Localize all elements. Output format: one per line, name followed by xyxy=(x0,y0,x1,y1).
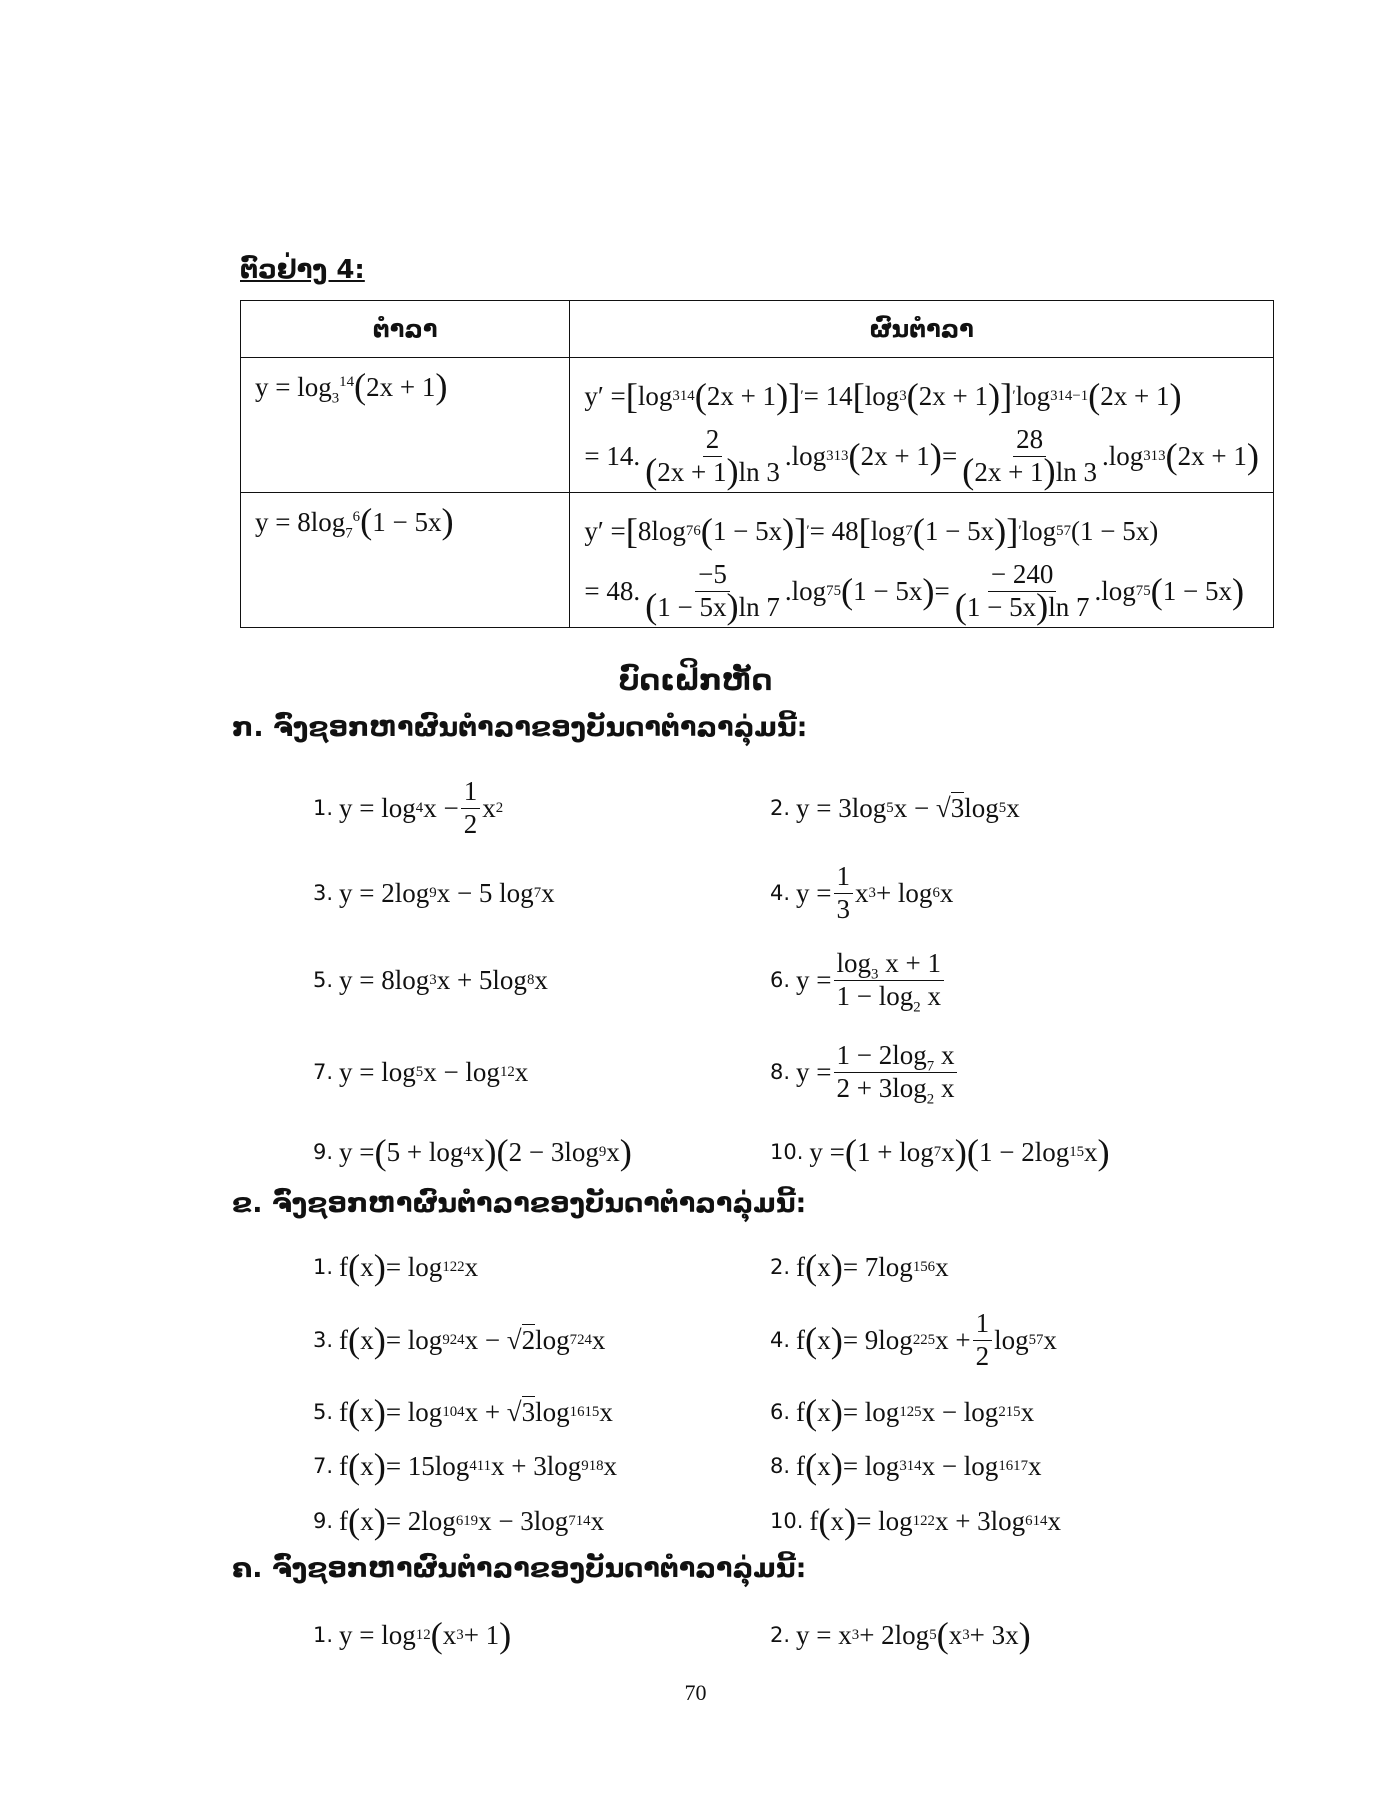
page-number: 70 xyxy=(684,1680,707,1705)
exercise-number: 8. xyxy=(770,1060,791,1084)
exercise-b-7: 7. f ( x ) = 15log 4 11 x + 3log 9 18 x xyxy=(313,1446,618,1486)
exercise-b-10: 10. f ( x ) = log 12 2 x + 3log 6 14 x xyxy=(770,1501,1061,1541)
exercise-number: 5. xyxy=(313,1400,334,1424)
exercise-number: 2. xyxy=(770,796,791,820)
exercise-a-6: 6. y = $\frac{\log_3 x + 1}{1 - \log_2 x}$ xyxy=(770,950,946,1010)
derivative-line: y′ = [ log 3 14 ( 2x + 1 ) ] ′ = 14 [ log 3 ( 2x + 1 ) ] ′ log 3 14−1 ( 2x + 1 ) xyxy=(584,376,1182,416)
exercise-b-3: 3. f ( x ) = log 9 24 x − √ 2 log 72 4 x xyxy=(313,1320,606,1360)
exercise-b-5: 5. f ( x ) = log 10 4 x + √ 3 log 16 15 x xyxy=(313,1392,613,1432)
exercise-number: 1. xyxy=(313,796,334,820)
exercise-number: 9. xyxy=(313,1509,334,1533)
section-heading-c: ຄ. ຈົ່ງຊອກຫາຜົນຕຳລາຂອງບັນດາຕຳລາລຸ່ມນີ້: xyxy=(232,1553,807,1584)
exercise-a-1: 1. y = log 4 x − $\frac{1}{2}$ x 2 xyxy=(313,776,504,839)
exercise-number: 7. xyxy=(313,1060,334,1084)
derivative-line: = 14. $\frac{2}{(2x + 1)\ln 3}$ .log 3 13 ( 2x + 1 ) = $\frac{28}{(2x + 1)\ln 3}$ .log 3 13 ( 2x + 1 ) xyxy=(584,424,1259,491)
example-table xyxy=(240,300,1274,628)
exercise-number: 3. xyxy=(313,881,334,905)
exercise-b-9: 9. f ( x ) = 2log 6 19 x − 3log 7 14 x xyxy=(313,1501,605,1541)
exercise-number: 3. xyxy=(313,1328,334,1352)
derivative-line: = 48. $\frac{-5}{(1 - 5x)\ln 7}$ .log 7 5 ( 1 − 5x ) = $\frac{- 240}{(1 - 5x)\ln 7}$ .log 7 5 ( 1 − 5x ) xyxy=(584,559,1245,626)
exercise-number: 5. xyxy=(313,968,334,992)
exercise-c-1: 1. y = log 12 ( x 3 + 1 ) xyxy=(313,1615,512,1655)
exercise-number: 6. xyxy=(770,968,791,992)
function-cell: $y = \log_3^{14}(2x + 1)$ xyxy=(241,358,570,493)
exercise-number: 10. xyxy=(770,1509,804,1533)
table-row xyxy=(241,493,1274,628)
exercise-a-8: 8. y = $\frac{1 - 2\log_7 x}{2 + 3\log_2 x}$ xyxy=(770,1042,959,1102)
exercise-a-2: 2. y = 3log 5 x − √ 3 log 5 x xyxy=(770,792,1020,823)
section-heading-a: ກ. ຈົ່ງຊອກຫາຜົນຕຳລາຂອງບັນດາຕຳລາລຸ່ມນີ້: xyxy=(232,712,808,743)
derivative-cell xyxy=(570,358,1274,493)
section-heading-b: ຂ. ຈົ່ງຊອກຫາຜົນຕຳລາຂອງບັນດາຕຳລາລຸ່ມນີ້: xyxy=(232,1188,807,1219)
exercise-a-3: 3. y = 2log 9 x − 5 log 7 x xyxy=(313,877,555,908)
exercise-number: 1. xyxy=(313,1255,334,1279)
exercise-number: 2. xyxy=(770,1255,791,1279)
exercise-b-2: 2. f ( x ) = 7log 15 6 x xyxy=(770,1247,949,1287)
exercise-b-4: 4. f ( x ) = 9log 22 5 x + $\frac{1}{2}$ log 5 7 x xyxy=(770,1308,1057,1371)
exercise-b-1: 1. f ( x ) = log 12 2 x xyxy=(313,1247,479,1287)
exercise-a-9: 9. y = ( 5 + log 4 x ) ( 2 − 3log 9 x ) xyxy=(313,1132,632,1172)
derivative-line: y′ = [ 8log 7 6 ( 1 − 5x ) ] ′ = 48 [ log 7 ( 1 − 5x ) ] ′ log 5 7 (1 − 5x) xyxy=(584,511,1159,551)
derivative-cell xyxy=(570,493,1274,628)
table-row xyxy=(241,358,1274,493)
exercise-number: 8. xyxy=(770,1454,791,1478)
example-heading: ຕົວຢ່າງ 4: xyxy=(240,255,365,285)
exercise-a-7: 7. y = log 5 x − log 12 x xyxy=(313,1056,529,1087)
exercise-number: 2. xyxy=(770,1623,791,1647)
exercise-number: 6. xyxy=(770,1400,791,1424)
exercise-number: 10. xyxy=(770,1140,804,1164)
exercise-b-6: 6. f ( x ) = log 12 5 x − log 2 15 x xyxy=(770,1392,1035,1432)
exercise-c-2: 2. y = x 3 + 2log 5 ( x 3 + 3x ) xyxy=(770,1615,1031,1655)
exercise-title: ບົດເຝິກຫັດ xyxy=(618,663,773,697)
table-header-row xyxy=(241,301,1274,358)
exercise-a-4: 4. y = $\frac{1}{3}$ x 3 + log 6 x xyxy=(770,861,954,924)
function-cell: $y = 8\log_7^6(1 - 5x)$ xyxy=(241,493,570,628)
exercise-number: 1. xyxy=(313,1623,334,1647)
exercise-a-5: 5. y = 8log 3 x + 5log 8 x xyxy=(313,964,548,995)
column-header-derivative: ຜົນຕຳລາ xyxy=(570,301,1274,358)
exercise-a-10: 10. y = ( 1 + log 7 x ) ( 1 − 2log 15 x ) xyxy=(770,1132,1110,1172)
exercise-number: 7. xyxy=(313,1454,334,1478)
exercise-number: 4. xyxy=(770,1328,791,1352)
column-header-function: ຕຳລາ xyxy=(241,301,570,358)
exercise-number: 4. xyxy=(770,881,791,905)
exercise-b-8: 8. f ( x ) = log 3 14 x − log 16 17 x xyxy=(770,1446,1042,1486)
exercise-number: 9. xyxy=(313,1140,334,1164)
